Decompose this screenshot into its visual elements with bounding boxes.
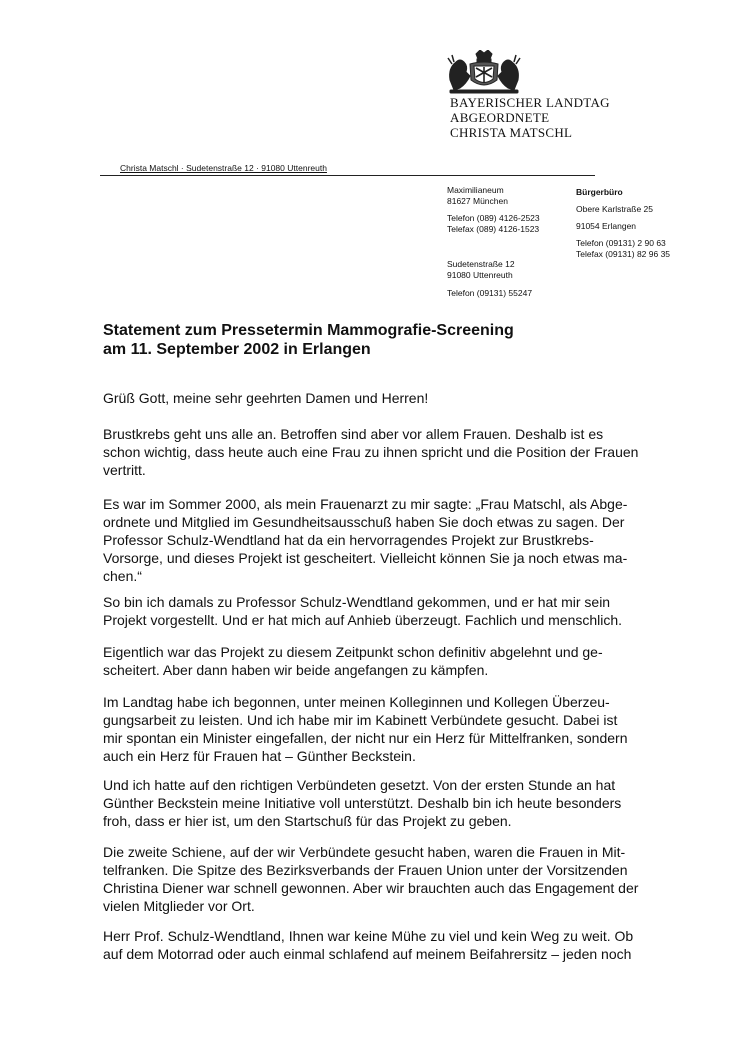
text-line: vertritt. xyxy=(103,462,146,478)
letterhead-line: ABGEORDNETE xyxy=(450,110,550,125)
text-line: auf dem Motorrad oder auch einmal schlafend auf meinem Beifahrersitz – jeden noch xyxy=(103,946,632,962)
text-line: gungsarbeit zu leisten. Und ich habe mir im Kabinett Verbündete gesucht. Dabei ist xyxy=(103,712,618,728)
paragraph xyxy=(103,389,648,407)
title-line: Statement zum Pressetermin Mammografie-Screening xyxy=(103,322,514,339)
phone-home: Telefon (09131) 55247 xyxy=(447,288,533,298)
address-line: 91080 Uttenreuth xyxy=(447,270,513,280)
sender-address-line: Christa Matschl · Sudetenstraße 12 · 91080 Uttenreuth xyxy=(120,163,327,173)
phone-line: Telefon (089) 4126-2523 xyxy=(447,213,540,223)
letterhead-line: CHRISTA MATSCHL xyxy=(450,125,573,140)
title-line: am 11. September 2002 in Erlangen xyxy=(103,341,371,358)
paragraph xyxy=(103,643,648,679)
phone-line: Telefon (09131) 2 90 63 xyxy=(576,238,666,248)
text-line: Im Landtag habe ich begonnen, unter meinen Kolleginnen und Kollegen Überzeu- xyxy=(103,694,610,710)
contact-office xyxy=(576,238,670,260)
text-line: So bin ich damals zu Professor Schulz-Wendtland gekommen, und er hat mir sein xyxy=(103,594,611,610)
paragraph xyxy=(103,843,648,915)
address-line: Sudetenstraße 12 xyxy=(447,259,515,269)
text-line: Christina Diener war schnell gewonnen. Aber wir brauchten auch das Engagement der xyxy=(103,880,639,896)
text-line: Vorsorge, und dieses Projekt ist gescheitert. Vielleicht können Sie ja noch etwas ma- xyxy=(103,550,628,566)
paragraph xyxy=(103,927,648,963)
text-line: ordnete und Mitglied im Gesundheitsausschuß haben Sie doch etwas zu sagen. Der xyxy=(103,514,625,530)
address-line: 81627 München xyxy=(447,196,508,206)
coat-of-arms-icon xyxy=(446,50,522,94)
office-city: 91054 Erlangen xyxy=(576,221,637,231)
paragraph xyxy=(103,425,648,479)
fax-line: Telefax (089) 4126-1523 xyxy=(447,224,540,234)
text-line: Projekt vorgestellt. Und er hat mich auf Anhieb überzeugt. Fachlich und menschlich. xyxy=(103,612,623,628)
text-line: auch ein Herz für Frauen hat – Günther Beckstein. xyxy=(103,748,416,764)
text-line: Die zweite Schiene, auf der wir Verbündete gesucht haben, waren die Frauen in Mit- xyxy=(103,844,626,860)
text-line: mir spontan ein Minister eingefallen, der nicht nur ein Herz für Mittelfranken, sondern xyxy=(103,730,628,746)
paragraph xyxy=(103,693,648,765)
text-line: schon wichtig, dass heute auch eine Frau zu ihnen spricht und die Position der Frauen xyxy=(103,444,639,460)
text-line: Grüß Gott, meine sehr geehrten Damen und Herren! xyxy=(103,390,429,406)
letterhead xyxy=(450,95,610,140)
text-line: Herr Prof. Schulz-Wendtland, Ihnen war keine Mühe zu viel und kein Weg zu weit. Ob xyxy=(103,928,634,944)
text-line: Eigentlich war das Projekt zu diesem Zeitpunkt schon definitiv abgelehnt und ge- xyxy=(103,644,603,660)
paragraph xyxy=(103,776,648,830)
text-line: Und ich hatte auf den richtigen Verbündeten gesetzt. Von der ersten Stunde an hat xyxy=(103,777,616,793)
paragraph xyxy=(103,495,648,585)
text-line: chen.“ xyxy=(103,568,142,584)
address-munich xyxy=(447,185,508,207)
statement-title xyxy=(103,321,514,359)
divider-rule xyxy=(100,175,595,176)
text-line: Brustkrebs geht uns alle an. Betroffen sind aber vor allem Frauen. Deshalb ist es xyxy=(103,426,604,442)
office-street: Obere Karlstraße 25 xyxy=(576,204,654,214)
text-line: Es war im Sommer 2000, als mein Frauenarzt zu mir sagte: „Frau Matschl, als Abge- xyxy=(103,496,628,512)
text-line: froh, dass er hier ist, um den Startschuß für das Projekt zu geben. xyxy=(103,813,512,829)
address-line: Maximilianeum xyxy=(447,185,504,195)
text-line: telfranken. Die Spitze des Bezirksverbands der Frauen Union unter der Vorsitzenden xyxy=(103,862,628,878)
text-line: scheitert. Aber dann haben wir beide angefangen zu kämpfen. xyxy=(103,662,489,678)
address-home xyxy=(447,259,515,281)
text-line: Günther Beckstein meine Initiative voll unterstützt. Deshalb bin ich heute besonders xyxy=(103,795,622,811)
office-title: Bürgerbüro xyxy=(576,187,623,197)
text-line: vielen Mitglieder vor Ort. xyxy=(103,898,255,914)
paragraph xyxy=(103,593,648,629)
letterhead-line: BAYERISCHER LANDTAG xyxy=(450,95,610,110)
fax-line: Telefax (09131) 82 96 35 xyxy=(576,249,671,259)
contact-munich xyxy=(447,213,540,235)
text-line: Professor Schulz-Wendtland hat da ein hervorragendes Projekt zur Brustkrebs- xyxy=(103,532,594,548)
